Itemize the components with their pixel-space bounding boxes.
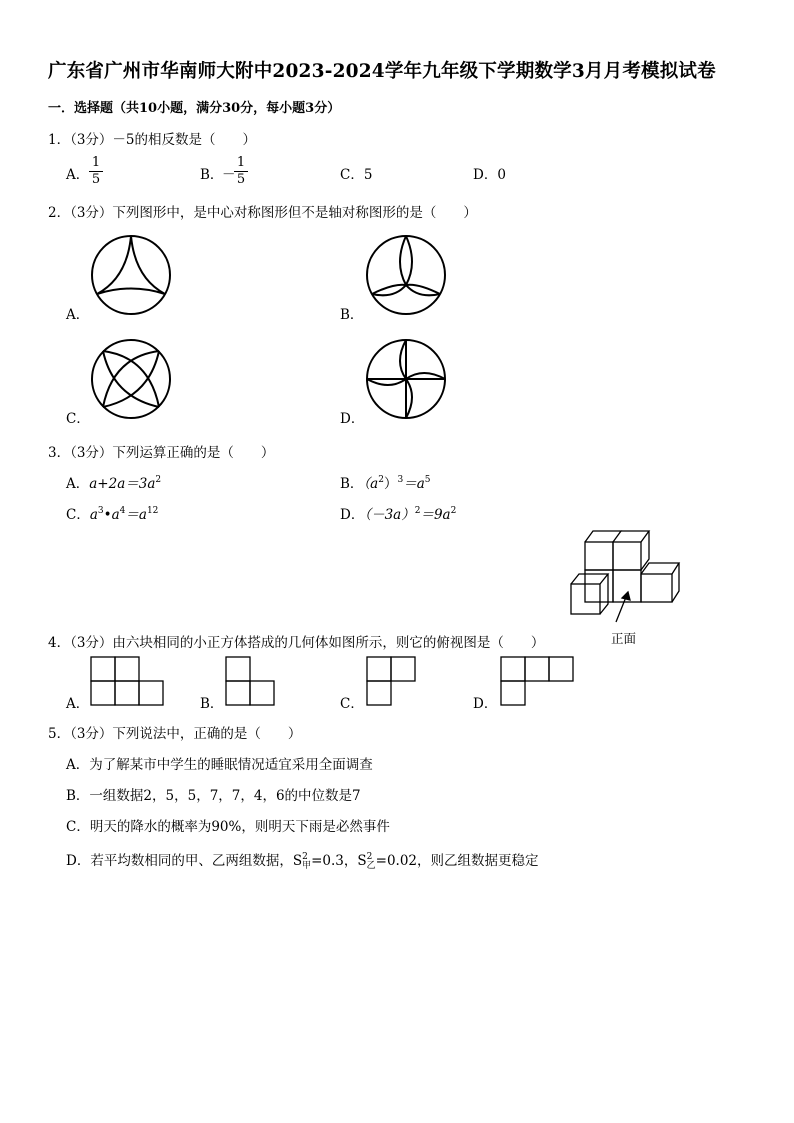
q4-option-d-view <box>500 656 576 706</box>
q3-c-post: ＝a <box>125 507 147 523</box>
q5-d-value2: =0.02，则乙组数据更稳定 <box>375 853 539 869</box>
q3-b-pre: （a <box>363 476 379 492</box>
q4-option-a-view <box>90 656 166 706</box>
q3-option-c <box>66 503 158 523</box>
q3-stem: 3．（3分）下列运算正确的是（ ） <box>48 445 275 461</box>
variance-script <box>367 853 376 871</box>
variance-symbol: S <box>292 853 303 869</box>
variance-sup: 2 <box>302 851 308 862</box>
q1-option-d: D．0 <box>473 167 506 183</box>
q1-option-a-fraction <box>89 156 103 187</box>
section-heading: 一．选择题（共10小题，满分30分，每小题3分） <box>48 101 341 116</box>
q1-option-b-fraction <box>234 156 248 187</box>
q3-option-d <box>340 503 456 523</box>
q5-option-d <box>66 849 539 871</box>
q2-option-d-label: D． <box>340 411 365 427</box>
q5-d-variance-jia <box>293 853 311 869</box>
q2-option-c-label: C． <box>66 411 90 427</box>
q4-option-b-view <box>225 656 277 706</box>
q4-option-d-label: D． <box>473 696 498 712</box>
q5-option-a: A．为了解某市中学生的睡眠情况适宜采用全面调查 <box>66 757 373 773</box>
q3-d-label: D． <box>340 507 365 523</box>
q5-d-variance-yi <box>357 853 375 869</box>
q4-option-a-label: A． <box>66 696 90 712</box>
q5-d-text: D．若平均数相同的甲、乙两组数据， <box>66 853 293 869</box>
q3-d-exp2: 2 <box>450 506 457 516</box>
q1-stem: 1．（3分）－5的相反数是（ ） <box>48 132 257 148</box>
q3-d-pre: （－3a） <box>364 507 415 523</box>
q3-b-exp3: 5 <box>424 475 431 485</box>
q3-d-post: ＝9a <box>420 507 451 523</box>
q4-option-b-label: B． <box>200 696 224 712</box>
q5-option-c: C．明天的降水的概率为90%，则明天下雨是必然事件 <box>66 819 390 835</box>
q3-c-mid: •a <box>103 507 120 523</box>
q3-d-exp1: 2 <box>414 506 421 516</box>
q4-stem: 4．（3分）由六块相同的小正方体搭成的几何体如图所示，则它的俯视图是（ ） <box>48 635 545 651</box>
q3-a-label: A． <box>66 476 90 492</box>
q5-option-b: B．一组数据2，5，5，7，7，4，6的中位数是7 <box>66 788 361 804</box>
q2-option-b-label: B． <box>340 307 364 323</box>
q3-b-exp2: 3 <box>397 475 404 485</box>
q3-c-exp2: 4 <box>119 506 126 516</box>
q3-c-exp1: 3 <box>97 506 104 516</box>
q4-option-c-view <box>366 656 418 706</box>
q1-a-numerator: 1 <box>91 155 101 170</box>
variance-script <box>302 853 311 871</box>
q2-option-a-label: A． <box>66 307 90 323</box>
q1-b-numerator: 1 <box>236 155 246 170</box>
q1-option-a-label: A． <box>66 167 90 183</box>
q3-c-label: C． <box>66 507 90 523</box>
q1-option-b-label: B． <box>200 167 224 183</box>
q1-b-denominator: 5 <box>236 172 246 187</box>
q3-b-label: B． <box>340 476 364 492</box>
q3-c-exp3: 12 <box>146 506 159 516</box>
q5-d-value1: =0.3， <box>311 853 358 869</box>
variance-sub: 甲 <box>302 860 312 871</box>
q1-option-b-sign: － <box>222 167 236 183</box>
variance-symbol: S <box>357 853 367 869</box>
page-title: 广东省广州市华南师大附中2023-2024学年九年级下学期数学3月月考模拟试卷 <box>48 61 716 82</box>
q2-figure-d <box>364 337 448 421</box>
q4-cube-figure <box>566 528 686 624</box>
q4-option-c-label: C． <box>340 696 364 712</box>
q3-b-post: ＝a <box>403 476 425 492</box>
q3-a-expr: a+2a＝3a <box>89 476 156 492</box>
q3-b-mid: ） <box>383 476 398 492</box>
q1-a-denominator: 5 <box>91 172 101 187</box>
q2-figure-b <box>364 233 448 317</box>
q2-figure-a <box>89 233 173 317</box>
q3-a-exponent: 2 <box>155 475 162 485</box>
q2-stem: 2．（3分）下列图形中，是中心对称图形但不是轴对称图形的是（ ） <box>48 205 477 221</box>
q3-c-pre: a <box>89 507 98 523</box>
front-view-label: 正面 <box>611 631 637 646</box>
q2-figure-c <box>89 337 173 421</box>
q3-b-exp1: 2 <box>378 475 384 485</box>
q1-option-c: C．5 <box>340 167 373 183</box>
q5-stem: 5．（3分）下列说法中，正确的是（ ） <box>48 726 302 742</box>
q3-option-b <box>340 472 431 492</box>
q3-option-a <box>66 472 161 492</box>
variance-sup: 2 <box>366 851 373 862</box>
variance-sub: 乙 <box>366 860 376 871</box>
